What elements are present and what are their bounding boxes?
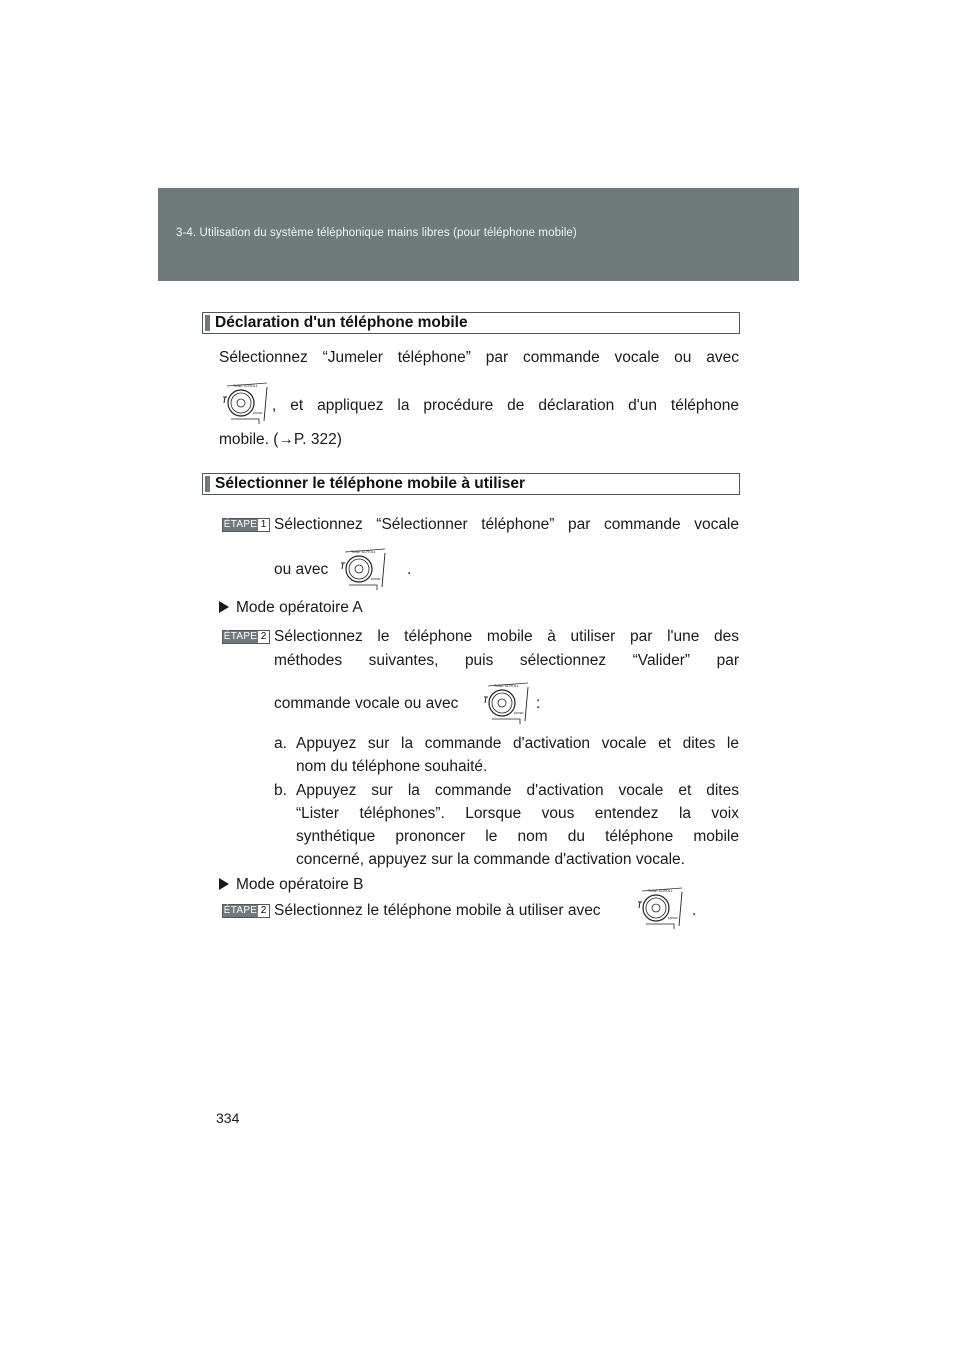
section-title-declaration: Déclaration d'un téléphone mobile <box>202 312 740 334</box>
svg-text:ENTER: ENTER <box>514 711 524 715</box>
item-b-line4: concerné, appuyez sur la commande d'activation vocale. <box>296 851 685 868</box>
item-b-line3: synthétique prononcer le nom du téléphone mobile <box>296 828 739 845</box>
svg-text:TUNE·SCROLL: TUNE·SCROLL <box>351 550 376 554</box>
svg-text:ENTER: ENTER <box>668 916 678 920</box>
item-b-line2: “Lister téléphones”. Lorsque vous entendez la voix <box>296 805 739 822</box>
tune-scroll-knob-icon <box>634 886 692 930</box>
item-b-line1: Appuyez sur la commande d'activation vocale et dites <box>296 782 739 799</box>
mode-b-text-line1: Sélectionnez le téléphone mobile à utiliser avec <box>274 902 601 919</box>
svg-text:ENTER: ENTER <box>371 577 381 581</box>
section1-text-line3: mobile. (→P. 322) <box>219 431 342 448</box>
svg-text:TUNE·SCROLL: TUNE·SCROLL <box>494 684 519 688</box>
mode-a-text-colon: : <box>536 695 541 712</box>
triangle-bullet-icon <box>219 878 229 890</box>
svg-text:ENTER: ENTER <box>253 411 263 415</box>
mode-b-heading: Mode opératoire B <box>219 875 364 895</box>
knob-label: TUNE·SCROLL <box>233 384 258 388</box>
mode-a-text-line2: méthodes suivantes, puis sélectionnez “Valider” par <box>274 652 739 669</box>
list-marker-a: a. <box>274 735 287 752</box>
step1-text-line2: ou avec <box>274 561 329 578</box>
tune-scroll-knob-icon <box>480 681 541 725</box>
mode-a-text-line1: Sélectionnez le téléphone mobile à utiliser par l'une des <box>274 628 739 645</box>
svg-text:TUNE·SCROLL: TUNE·SCROLL <box>648 889 673 893</box>
triangle-bullet-icon <box>219 601 229 613</box>
step-badge-2: ÉTAPE 2 <box>222 630 270 644</box>
item-a-line1: Appuyez sur la commande d'activation vocale et dites le <box>296 735 739 752</box>
step1-text-period: . <box>407 561 412 578</box>
section1-text-line1: Sélectionnez “Jumeler téléphone” par commande vocale ou avec <box>219 349 739 366</box>
mode-a-text-line3: commande vocale ou avec <box>274 695 459 712</box>
tune-scroll-knob-icon <box>337 547 395 591</box>
step1-text-line1: Sélectionnez “Sélectionner téléphone” par commande vocale <box>274 516 739 533</box>
mode-a-heading: Mode opératoire A <box>219 598 363 618</box>
item-a-line2: nom du téléphone souhaité. <box>296 758 488 775</box>
breadcrumb: 3-4. Utilisation du système téléphonique mains libres (pour téléphone mobile) <box>176 227 577 239</box>
mode-b-text-period: . <box>692 902 697 919</box>
section1-text-line2: , et appliquez la procédure de déclaration d'un téléphone <box>272 397 739 414</box>
step-badge-1: ÉTAPE 1 <box>222 518 270 532</box>
section-title-select-phone: Sélectionner le téléphone mobile à utiliser <box>202 473 740 495</box>
step-badge-2: ÉTAPE 2 <box>222 904 270 918</box>
page-number: 334 <box>216 1110 240 1126</box>
tune-scroll-knob-icon <box>219 381 277 425</box>
list-marker-b: b. <box>274 782 287 799</box>
chapter-header-band <box>158 188 799 281</box>
